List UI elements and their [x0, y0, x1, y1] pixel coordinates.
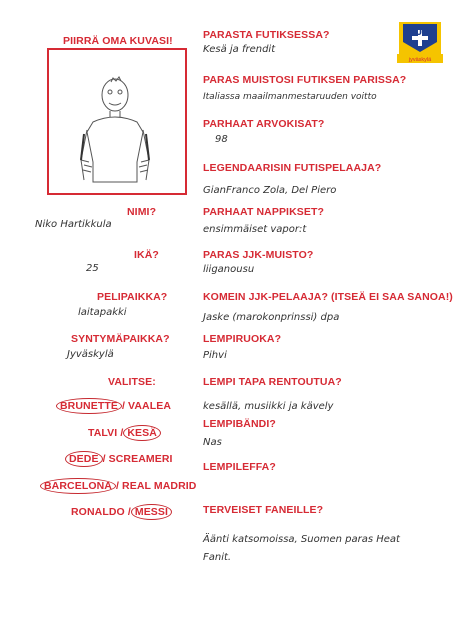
choice-row-hair	[56, 400, 171, 412]
question-best-jjk-memory: PARAS JJK-MUISTO?	[203, 249, 314, 261]
answer-best-jjk-memory: liiganousu	[203, 264, 255, 275]
choose-label: VALITSE:	[108, 376, 156, 388]
age-value: 25	[86, 263, 99, 274]
choice-option-a: BRUNETTE	[56, 398, 122, 414]
choice-row-goal	[65, 453, 173, 465]
choice-separator: /	[127, 506, 131, 518]
choice-row-player	[71, 506, 172, 518]
choice-option-b: REAL MADRID	[122, 480, 197, 492]
choice-row-club	[40, 480, 196, 492]
answer-greetings: Äänti katsomoissa, Suomen paras Heat Fanit.	[203, 534, 400, 563]
choice-option-b: SCREAMERI	[108, 453, 173, 465]
answer-favorite-band: Nas	[203, 437, 222, 448]
answer-best-boots: ensimmäiset vapor:t	[203, 224, 307, 235]
age-label: IKÄ?	[134, 249, 159, 261]
answer-best-memory: Italiassa maailmanmestaruuden voitto	[203, 92, 377, 102]
choice-separator: /	[120, 427, 124, 439]
question-relax: LEMPI TAPA RENTOUTUA?	[203, 376, 342, 388]
jjk-logo	[397, 22, 443, 64]
birthplace-value: Jyväskylä	[67, 349, 114, 360]
draw-title: PIIRRÄ OMA KUVASI!	[63, 35, 173, 47]
choice-option-a: TALVI	[88, 427, 118, 439]
choice-option-b: MESSI	[131, 504, 172, 520]
name-value: Niko Hartikkula	[35, 219, 112, 230]
choice-option-a: RONALDO	[71, 506, 125, 518]
name-label: NIMI?	[127, 206, 157, 218]
self-portrait-drawing	[49, 50, 185, 193]
question-best-in-football: PARASTA FUTIKSESSA?	[203, 29, 330, 41]
question-best-memory: PARAS MUISTOSI FUTIKSEN PARISSA?	[203, 74, 407, 86]
self-portrait-frame	[47, 48, 187, 195]
question-greetings: TERVEISET FANEILLE?	[203, 504, 324, 516]
question-favorite-band: LEMPIBÄNDI?	[203, 418, 276, 430]
answer-favorite-food: Pihvi	[203, 350, 227, 361]
answer-best-in-football: Kesä ja frendit	[203, 44, 276, 55]
choice-option-a: DEDE	[65, 451, 103, 467]
position-value: laitapakki	[78, 307, 127, 318]
answer-best-tournament: 98	[215, 134, 228, 145]
answer-most-handsome: Jaske (marokonprinssi) dpa	[203, 312, 340, 323]
choice-option-a: BARCELONA	[40, 478, 116, 494]
choice-separator: /	[102, 453, 106, 465]
choice-option-b: KESÄ	[123, 425, 161, 441]
logo-subtext: jyväskylä	[408, 57, 432, 63]
choice-row-season	[88, 427, 161, 439]
question-legendary-player: LEGENDAARISIN FUTISPELAAJA?	[203, 162, 382, 174]
question-favorite-food: LEMPIRUOKA?	[203, 333, 282, 345]
logo-text: JJK	[409, 26, 431, 38]
answer-relax: kesällä, musiikki ja kävely	[203, 401, 334, 412]
question-most-handsome: KOMEIN JJK-PELAAJA? (ITSEÄ EI SAA SANOA!)	[203, 291, 453, 303]
question-best-boots: PARHAAT NAPPIKSET?	[203, 206, 324, 218]
choice-option-b: VAALEA	[128, 400, 172, 412]
birthplace-label: SYNTYMÄPAIKKA?	[71, 333, 170, 345]
answer-legendary-player: GianFranco Zola, Del Piero	[203, 185, 337, 196]
choice-separator: /	[115, 480, 120, 492]
position-label: PELIPAIKKA?	[97, 291, 168, 303]
choice-separator: /	[121, 400, 125, 412]
question-best-tournament: PARHAAT ARVOKISAT?	[203, 118, 325, 130]
question-favorite-movie: LEMPILEFFA?	[203, 461, 276, 473]
